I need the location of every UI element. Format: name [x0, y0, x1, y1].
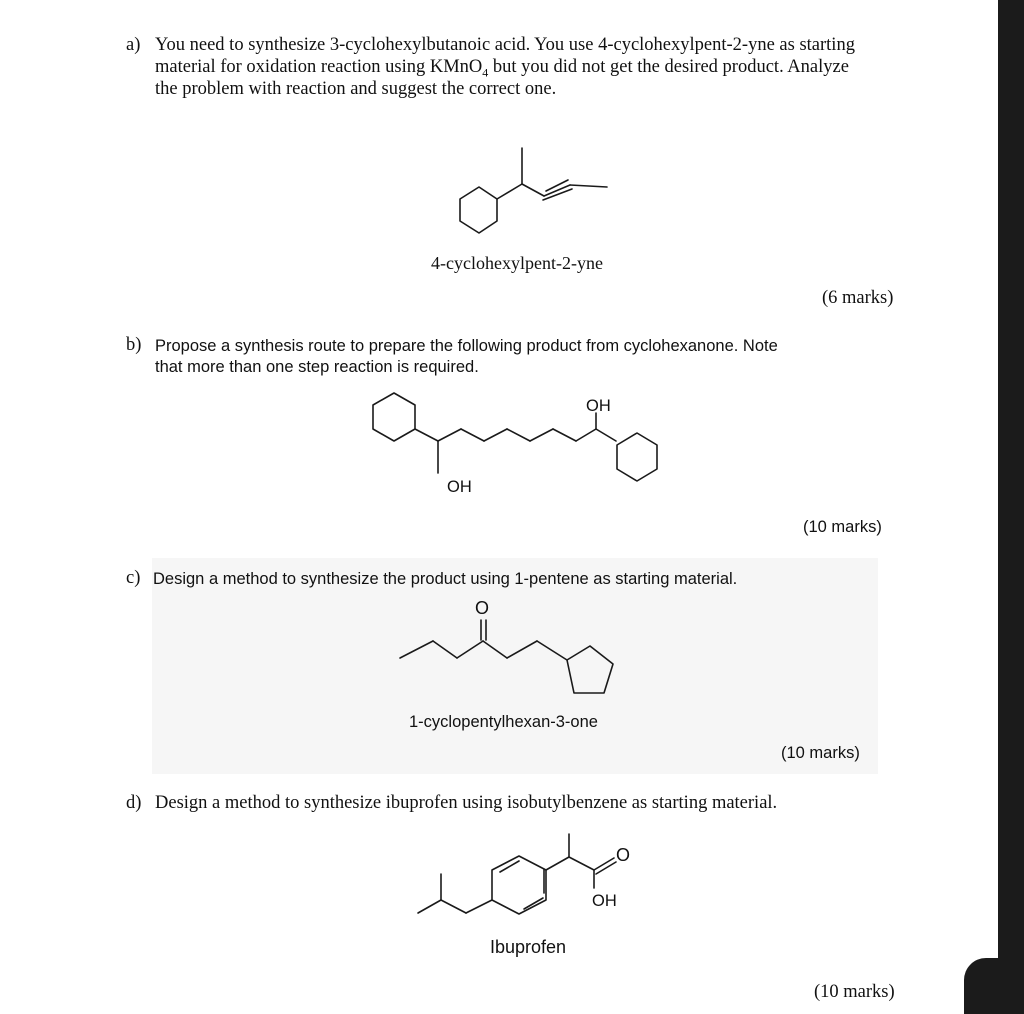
structure-b-diol: [360, 385, 700, 505]
structure-d-name: Ibuprofen: [490, 937, 567, 957]
structure-ibuprofen: [410, 830, 650, 930]
corner-tab: [964, 958, 1024, 1014]
question-a-line-1: You need to synthesize 3-cyclohexylbutanoic acid. You use 4-cyclohexylpent-2-yne as starting: [155, 35, 855, 55]
structure-b-oh-bottom: OH: [447, 478, 472, 496]
question-b-line-2: that more than one step reaction is required.: [155, 358, 479, 376]
question-c-line-1: Design a method to synthesize the product using 1-pentene as starting material.: [153, 570, 738, 588]
structure-c-name: 1-cyclopentylhexan-3-one: [409, 713, 598, 731]
structure-a-name: 4-cyclohexylpent-2-yne: [431, 253, 603, 273]
structure-c-o-label: O: [475, 598, 490, 618]
structure-d-o-label: O: [616, 845, 631, 865]
question-d-marks: (10 marks): [814, 982, 895, 1002]
structure-4-cyclohexylpent-2-yne: [430, 138, 620, 238]
question-d-letter: d): [126, 793, 142, 813]
structure-1-cyclopentylhexan-3-one: [395, 598, 635, 708]
question-b-letter: b): [126, 335, 142, 355]
question-a-line-3: the problem with reaction and suggest the correct one.: [155, 79, 557, 99]
question-a-line-2: material for oxidation reaction using KMnO$_4$ but you did not get the desired product. Analyze: [155, 57, 849, 80]
structure-d-oh-label: OH: [592, 892, 617, 910]
question-a-marks: (6 marks): [822, 288, 894, 308]
question-c-marks: (10 marks): [781, 744, 860, 762]
question-b-line-1: Propose a synthesis route to prepare the following product from cyclohexanone. Note: [155, 337, 778, 355]
question-d-line-1: Design a method to synthesize ibuprofen using isobutylbenzene as starting material.: [155, 793, 778, 813]
question-c-letter: c): [126, 568, 141, 588]
window-frame-edge: [998, 0, 1024, 1014]
question-a-letter: a): [126, 35, 141, 55]
structure-b-oh-top: OH: [586, 397, 611, 415]
question-b-marks: (10 marks): [803, 518, 882, 536]
